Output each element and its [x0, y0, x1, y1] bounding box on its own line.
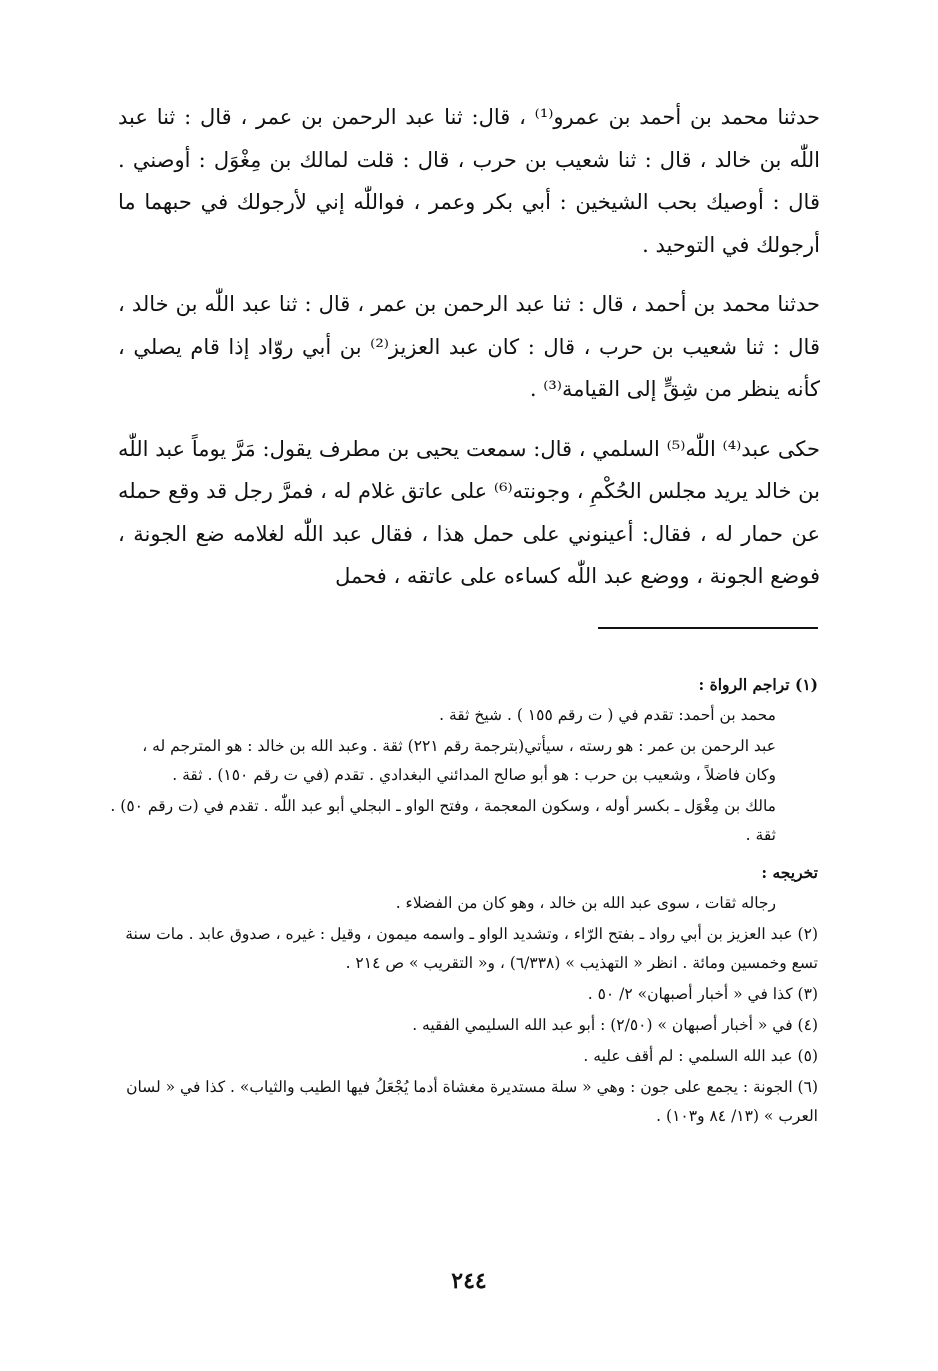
- footnote-6: (٦) الجونة : يجمع على جون : وهي « سلة مستديرة مغشاة أدما يُجْعَلُ فيها الطيب والثياب» . كذا في « لسان العرب » (١٣/ ٨٤ و١٠٣) .: [126, 1078, 818, 1125]
- takhrij-text: رجاله ثقات ، سوى عبد الله بن خالد ، وهو كان من الفضلاء .: [395, 894, 776, 912]
- paragraph-3: حكى عبد⁽⁴⁾ اللّٰه⁽⁵⁾ السلمي ، قال: سمعت يحيى بن مطرف يقول: مَرَّ يوماً عبد اللّٰه بن خالد يريد مجلس الحُكْمِ ، وجونته⁽⁶⁾ على عاتق غلام له ، فمرَّ رجل قد وقع حمله عن حمار له ، فقال: أعينوني على حمل هذا ، فقال عبد اللّٰه لغلامه ضع الجونة ، فوضع الجونة ، ووضع عبد اللّٰه كساءه على عاتقه ، فحمل: [118, 436, 821, 588]
- paragraph-2: حدثنا محمد بن أحمد ، قال : ثنا عبد الرحمن بن عمر ، قال : ثنا عبد اللّٰه بن خالد ، قال : ثنا شعيب بن حرب ، قال : كان عبد العزيز⁽²⁾ بن أبي روّاد إذا قام يصلي ، كأنه ينظر من شِقٍّ إلى القيامة⁽³⁾ .: [118, 292, 820, 401]
- takhrij-heading: تخريجه :: [761, 863, 818, 882]
- footnote-1-heading: (١) تراجم الرواة :: [698, 675, 818, 694]
- footnote-4: (٤) في « أخبار أصبهان » (٢/٥٠) : أبو عبد الله السليمي الفقيه .: [412, 1016, 818, 1034]
- footnotes: [110, 670, 818, 1133]
- footnote-3: (٣) كذا في « أخبار أصبهان» ٢/ ٥٠ .: [587, 985, 818, 1003]
- footnote-separator: [598, 627, 818, 629]
- main-text: [118, 96, 820, 615]
- page-number: ٢٤٤: [451, 1268, 487, 1294]
- footnote-2: (٢) عبد العزيز بن أبي رواد ـ بفتح الرّاء ، وتشديد الواو ـ واسمه ميمون ، وقيل : غيره ، صدوق عابد . مات سنة تسع وخمسين ومائة . انظر « التهذيب » (٦/٣٣٨) ، و« التقريب » ص ٢١٤ .: [125, 925, 818, 972]
- footnote-5: (٥) عبد الله السلمي : لم أقف عليه .: [583, 1047, 818, 1065]
- footnote-1-narrator-a: محمد بن أحمد: تقدم في ( ت رقم ١٥٥ ) . شيخ ثقة .: [439, 706, 776, 724]
- footnote-1-narrator-c: مالك بن مِغْوَل ـ بكسر أوله ، وسكون المعجمة ، وفتح الواو ـ البجلي أبو عبد اللّٰه . تقدم في (ت رقم ٥٠) . ثقة .: [110, 797, 776, 844]
- footnote-1-narrator-b: عبد الرحمن بن عمر : هو رسته ، سيأتي(بترجمة رقم ٢٢١) ثقة . وعبد الله بن خالد : هو المترجم له ، وكان فاضلاً ، وشعيب بن حرب : هو أبو صالح المدائني البغدادي . تقدم (في ت رقم ١٥٠) . ثقة .: [142, 737, 776, 784]
- paragraph-1: حدثنا محمد بن أحمد بن عمرو⁽¹⁾ ، قال: ثنا عبد الرحمن بن عمر ، قال : ثنا عبد اللّٰه بن خالد ، قال : ثنا شعيب بن حرب ، قال : قلت لمالك بن مِغْوَل : أوصني . قال : أوصيك بحب الشيخين : أبي بكر وعمر ، فواللّٰه إني لأرجولك في حبهما ما أرجولك في التوحيد .: [118, 105, 820, 257]
